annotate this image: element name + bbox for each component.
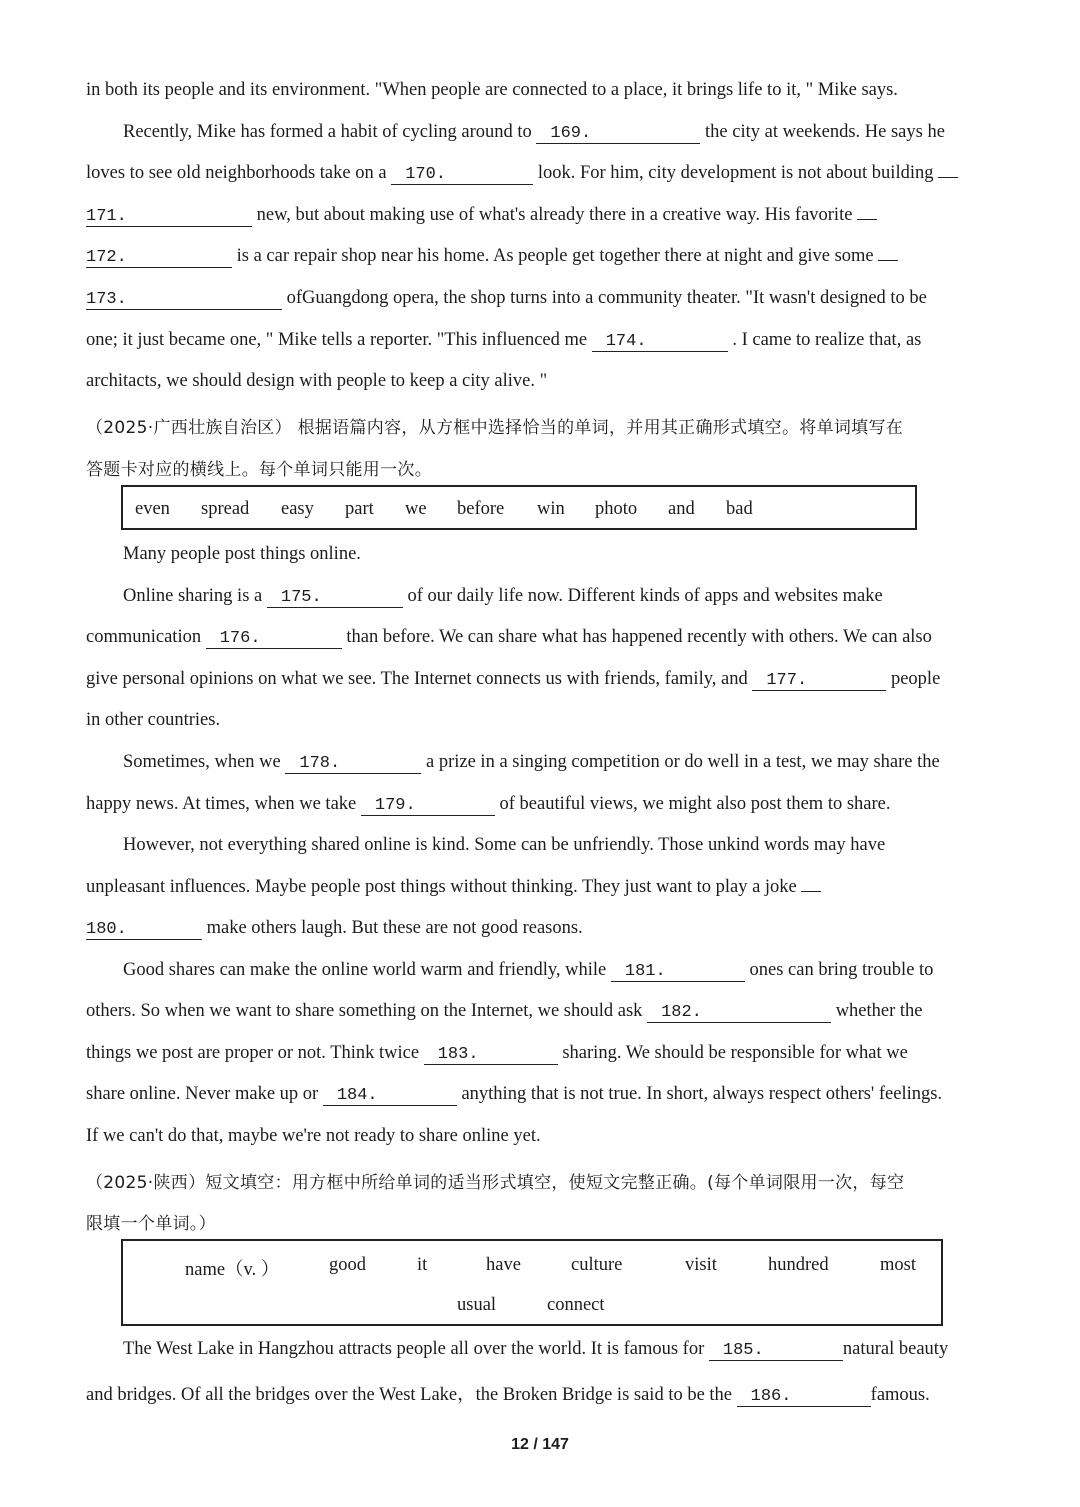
word-bank-item: visit xyxy=(685,1255,717,1275)
word-bank-box xyxy=(121,1239,943,1326)
word-bank-item: spread xyxy=(201,499,250,519)
word-bank-item: part xyxy=(345,499,374,519)
section-header: （2025·广西壮族自治区） 根据语篇内容，从方框中选择恰当的单词，并用其正确形式填空。将单词填写在 xyxy=(86,418,904,438)
section-header: （2025·陕西）短文填空：用方框中所给单词的适当形式填空，使短文完整正确。(每个单词限用一次，每空 xyxy=(86,1173,905,1193)
word-bank-box xyxy=(121,485,917,530)
section-header: 限填一个单词。） xyxy=(86,1214,216,1234)
passage-line: The West Lake in Hangzhou attracts people all over the world. It is famous for 185. natural beauty xyxy=(123,1339,949,1360)
word-bank-item: have xyxy=(486,1255,521,1275)
word-bank-item: even xyxy=(135,499,170,519)
blank-171[interactable]: 171. xyxy=(86,208,252,227)
word-bank-item: easy xyxy=(281,499,314,519)
passage-line: communication 176. than before. We can share what has happened recently with others. We can also xyxy=(86,627,932,648)
blank-179[interactable]: 179. xyxy=(361,797,495,816)
passage-line: loves to see old neighborhoods take on a 170. look. For him, city development is not about building xyxy=(86,163,958,185)
passage-line: share online. Never make up or 184. anything that is not true. In short, always respect others' feelings. xyxy=(86,1084,943,1105)
section-header: 答题卡对应的横线上。每个单词只能用一次。 xyxy=(86,460,432,480)
blank-175[interactable]: 175. xyxy=(267,589,403,608)
word-bank-item: usual xyxy=(457,1295,497,1315)
blank-170[interactable]: 170. xyxy=(391,166,533,185)
passage-line: and bridges. Of all the bridges over the West Lake，the Broken Bridge is said to be the 186. famous. xyxy=(86,1385,930,1406)
page-number: 12 / 147 xyxy=(511,1436,569,1453)
passage-line: Good shares can make the online world warm and friendly, while 181. ones can bring trouble to xyxy=(123,960,934,981)
word-bank-item: we xyxy=(405,499,427,519)
blank-173-lead xyxy=(878,260,898,261)
word-bank-item: before xyxy=(457,499,505,519)
passage-line: happy news. At times, when we take 179. of beautiful views, we might also post them to share. xyxy=(86,794,891,815)
word-bank-item: culture xyxy=(571,1255,623,1275)
blank-186[interactable]: 186. xyxy=(737,1388,871,1407)
blank-183[interactable]: 183. xyxy=(424,1046,558,1065)
passage-line: unpleasant influences. Maybe people post things without thinking. They just want to play a joke xyxy=(86,877,821,898)
blank-180[interactable]: 180. xyxy=(86,921,202,940)
passage-line: If we can't do that, maybe we're not ready to share online yet. xyxy=(86,1126,541,1146)
passage-line: Recently, Mike has formed a habit of cycling around to 169. the city at weekends. He says he xyxy=(123,122,945,143)
word-bank-item: bad xyxy=(726,499,753,519)
blank-178[interactable]: 178. xyxy=(285,755,421,774)
passage-line: give personal opinions on what we see. The Internet connects us with friends, family, and 177. people xyxy=(86,669,941,690)
passage-line: 171. new, but about making use of what's already there in a creative way. His favorite xyxy=(86,205,877,227)
word-bank-item: most xyxy=(880,1255,916,1275)
passage-line: Online sharing is a 175. of our daily life now. Different kinds of apps and websites make xyxy=(123,586,883,607)
blank-173[interactable]: 173. xyxy=(86,291,282,310)
passage-line: in other countries. xyxy=(86,710,221,730)
passage-line: 173. ofGuangdong opera, the shop turns into a community theater. "It wasn't designed to be xyxy=(86,288,927,309)
passage-line: architacts, we should design with people to keep a city alive. " xyxy=(86,371,548,391)
blank-184[interactable]: 184. xyxy=(323,1087,457,1106)
blank-176[interactable]: 176. xyxy=(206,630,342,649)
word-bank-item: win xyxy=(537,499,565,519)
blank-169[interactable]: 169. xyxy=(536,125,700,144)
passage-line: things we post are proper or not. Think twice 183. sharing. We should be responsible for what we xyxy=(86,1043,908,1064)
blank-174[interactable]: 174. xyxy=(592,333,728,352)
passage-line: others. So when we want to share something on the Internet, we should ask 182. whether the xyxy=(86,1001,923,1022)
word-bank-item: name（v. ） xyxy=(185,1260,280,1280)
blank-172-lead xyxy=(857,219,877,220)
passage-line: 180. make others laugh. But these are not good reasons. xyxy=(86,918,583,939)
word-bank-item: connect xyxy=(547,1295,605,1315)
blank-171-lead xyxy=(938,177,958,178)
blank-182[interactable]: 182. xyxy=(647,1004,831,1023)
blank-177[interactable]: 177. xyxy=(752,672,886,691)
passage-title: Many people post things online. xyxy=(123,544,361,564)
blank-185[interactable]: 185. xyxy=(709,1342,843,1361)
passage-line: Sometimes, when we 178. a prize in a singing competition or do well in a test, we may share the xyxy=(123,752,940,773)
passage-line: 172. is a car repair shop near his home. As people get together there at night and give some xyxy=(86,246,898,268)
passage-line: in both its people and its environment. "When people are connected to a place, it brings life to it, " Mike says. xyxy=(86,80,898,100)
word-bank-item: hundred xyxy=(768,1255,829,1275)
passage-line: one; it just became one, " Mike tells a reporter. "This influenced me 174. . I came to realize that, as xyxy=(86,330,922,351)
word-bank-item: it xyxy=(417,1255,428,1275)
blank-172[interactable]: 172. xyxy=(86,249,232,268)
blank-181[interactable]: 181. xyxy=(611,963,745,982)
blank-180-lead xyxy=(801,891,821,892)
word-bank-item: photo xyxy=(595,499,638,519)
word-bank-item: good xyxy=(329,1255,366,1275)
passage-line: However, not everything shared online is kind. Some can be unfriendly. Those unkind words may have xyxy=(123,835,886,855)
word-bank-item: and xyxy=(668,499,695,519)
